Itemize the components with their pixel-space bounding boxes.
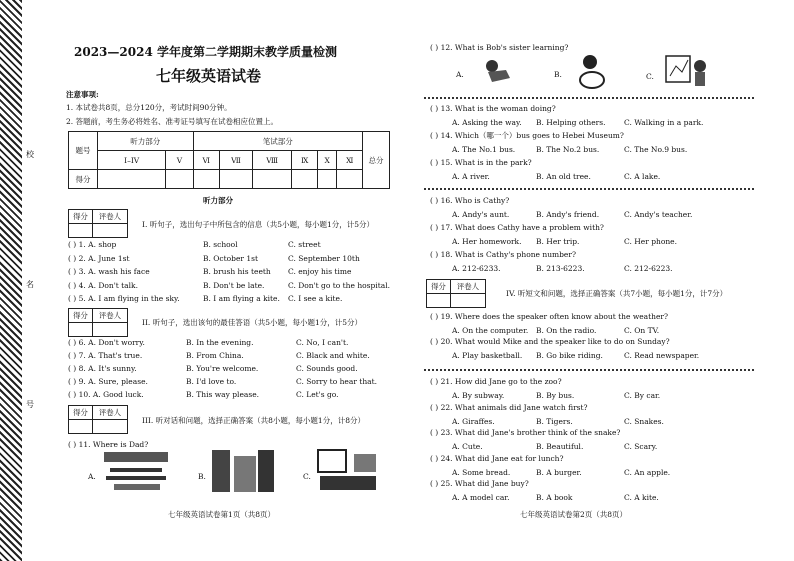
grader-label: 评卷人 xyxy=(92,210,127,224)
question-text: ( ) 19. Where does the speaker often know about the weather? xyxy=(430,312,669,321)
answer-option[interactable]: B. Tigers. xyxy=(536,416,573,426)
answer-option[interactable]: C. Her phone. xyxy=(624,237,677,246)
answer-option[interactable]: C. Sounds good. xyxy=(296,364,358,373)
grader-label: 评卷人 xyxy=(92,309,127,323)
answer-option[interactable]: B. October 1st xyxy=(203,253,259,263)
answer-option[interactable]: C. A lake. xyxy=(624,172,661,181)
score-col: I–IV xyxy=(98,151,166,170)
answer-option[interactable]: B. Her trip. xyxy=(536,237,580,246)
answer-option[interactable]: B. In the evening. xyxy=(186,338,254,347)
question-text: ( ) 15. What is in the park? xyxy=(430,158,532,167)
answer-option[interactable]: A. Play basketball. xyxy=(452,351,523,360)
answer-option[interactable]: C. Walking in a park. xyxy=(624,118,704,127)
answer-option[interactable]: C. On TV. xyxy=(624,326,660,335)
option-label: B. xyxy=(554,70,562,79)
question-text: ( ) 2. A. June 1st xyxy=(68,253,130,263)
note-item: 2. 答题前，考生务必将姓名、准考证号填写在试卷相应位置上。 xyxy=(66,117,279,126)
question-text: ( ) 25. What did Jane buy? xyxy=(430,479,529,488)
answer-option[interactable]: B. 213-6223. xyxy=(536,264,585,273)
answer-option[interactable]: C. Black and white. xyxy=(296,351,370,360)
answer-option[interactable]: B. By bus. xyxy=(536,391,575,400)
question-11: ( ) 11. Where is Dad? xyxy=(68,440,149,449)
answer-option[interactable]: C. A kite. xyxy=(624,493,659,502)
score-cell[interactable] xyxy=(317,170,337,189)
score-cell[interactable] xyxy=(219,170,252,189)
score-col: Ⅵ xyxy=(193,151,219,170)
score-cell[interactable] xyxy=(337,170,363,189)
exam-title: 2023—2024 学年度第二学期期末教学质量检测 xyxy=(74,45,337,59)
grader-box xyxy=(68,209,128,238)
grader-score-label: 得分 xyxy=(427,280,451,294)
answer-option[interactable]: C. 212-6223. xyxy=(624,264,673,273)
score-table xyxy=(68,131,390,189)
answer-option[interactable]: C. Snakes. xyxy=(624,416,664,426)
question-text: ( ) 13. What is the woman doing? xyxy=(430,104,556,113)
score-col: Ⅸ xyxy=(292,151,317,170)
score-cell[interactable] xyxy=(252,170,292,189)
question-text: ( ) 21. How did Jane go to the zoo? xyxy=(430,377,562,386)
question-text: ( ) 17. What does Cathy have a problem with? xyxy=(430,223,604,232)
note-item: 1. 本试卷共8页，总分120分，考试时间90分钟。 xyxy=(66,103,232,112)
grader-cell[interactable] xyxy=(92,323,127,337)
option-label: A. xyxy=(88,472,96,481)
answer-option[interactable]: B. You're welcome. xyxy=(186,364,259,373)
grader-score-label: 得分 xyxy=(69,309,93,323)
answer-option[interactable]: B. Helping others. xyxy=(536,118,606,127)
answer-option[interactable]: A. Asking the way. xyxy=(452,118,522,127)
grader-score-label: 得分 xyxy=(69,406,93,420)
page-footer: 七年级英语试卷第2页（共8页） xyxy=(520,510,628,519)
answer-option[interactable]: C. Let's go. xyxy=(296,390,339,399)
girl-with-guitar-picture xyxy=(572,52,612,92)
section3-instruction: III. 听对话和问题，选择正确答案（共8小题，每小题1分，计8分） xyxy=(142,416,365,425)
binding-label: 名 xyxy=(26,280,34,289)
grader-box xyxy=(68,308,128,337)
answer-option[interactable]: A. 212-6233. xyxy=(452,264,501,273)
option-label: A. xyxy=(456,70,464,79)
binding-strip xyxy=(0,0,22,561)
answer-option[interactable]: B. On the radio. xyxy=(536,326,597,335)
question-text: ( ) 3. A. wash his face xyxy=(68,267,150,276)
option-label: C. xyxy=(303,472,311,481)
answer-option[interactable]: B. A book xyxy=(536,493,573,502)
question-text: ( ) 8. A. It's sunny. xyxy=(68,364,137,373)
question-text: ( ) 7. A. That's true. xyxy=(68,351,143,360)
living-room-picture xyxy=(314,448,382,494)
exam-subtitle: 七年级英语试卷 xyxy=(156,67,262,85)
answer-option[interactable]: C. Don't go to the hospital. xyxy=(288,280,391,290)
answer-option[interactable]: B. An old tree. xyxy=(536,172,591,181)
grader-label: 评卷人 xyxy=(450,280,485,294)
binding-label: 校 xyxy=(26,150,34,159)
question-text: ( ) 4. A. Don't talk. xyxy=(68,280,138,290)
score-col: Ⅷ xyxy=(252,151,292,170)
grader-cell[interactable] xyxy=(69,323,93,337)
answer-option[interactable]: C. The No.9 bus. xyxy=(624,145,688,154)
score-cell[interactable] xyxy=(193,170,219,189)
library-picture xyxy=(100,448,172,494)
answer-option[interactable]: A. Andy's aunt. xyxy=(452,210,510,219)
section2-instruction: II. 听句子，选出该句的最佳答语（共5小题，每小题1分，计5分） xyxy=(142,318,363,327)
answer-option[interactable]: B. Beautiful. xyxy=(536,442,584,451)
score-cell[interactable] xyxy=(98,170,166,189)
score-col: V xyxy=(166,151,193,170)
answer-option[interactable]: A. On the computer. xyxy=(452,326,529,335)
skating-girl-picture xyxy=(480,56,516,88)
answer-option[interactable]: B. A burger. xyxy=(536,467,582,477)
answer-option[interactable]: A. By subway. xyxy=(452,391,505,400)
answer-option[interactable]: B. Andy's friend. xyxy=(536,210,600,219)
question-text: ( ) 1. A. shop xyxy=(68,240,117,249)
score-cell[interactable] xyxy=(166,170,193,189)
divider xyxy=(424,188,754,190)
grader-cell[interactable] xyxy=(450,294,485,308)
answer-option[interactable]: C. An apple. xyxy=(624,467,671,477)
score-row-label: 得分 xyxy=(69,170,98,189)
page-footer: 七年级英语试卷第1页（共8页） xyxy=(168,510,276,519)
divider xyxy=(424,97,754,99)
girl-at-easel-picture xyxy=(662,52,712,90)
grader-cell[interactable] xyxy=(69,420,93,434)
option-label: B. xyxy=(198,472,206,481)
answer-option[interactable]: B. Go bike riding. xyxy=(536,351,603,360)
bookstore-picture xyxy=(210,448,276,494)
score-cell[interactable] xyxy=(292,170,317,189)
answer-option[interactable]: A. Some bread. xyxy=(452,467,511,477)
question-text: ( ) 22. What animals did Jane watch first? xyxy=(430,402,588,412)
answer-option[interactable]: B. The No.2 bus. xyxy=(536,145,600,154)
answer-option[interactable]: B. This way please. xyxy=(186,390,260,399)
question-text: ( ) 18. What is Cathy's phone number? xyxy=(430,250,576,259)
answer-option[interactable]: A. The No.1 bus. xyxy=(452,145,516,154)
grader-score-label: 得分 xyxy=(69,210,93,224)
score-table-listening: 听力部分 xyxy=(98,132,194,151)
answer-option[interactable]: B. I'd love to. xyxy=(186,377,237,386)
question-text: ( ) 5. A. I am flying in the sky. xyxy=(68,294,180,303)
notes-heading: 注意事项: xyxy=(66,90,99,99)
answer-option[interactable]: B. brush his teeth xyxy=(203,267,271,276)
question-text: ( ) 9. A. Sure, please. xyxy=(68,377,148,386)
grader-label: 评卷人 xyxy=(92,406,127,420)
question-text: ( ) 14. Which（哪一个）bus goes to Hebei Museum? xyxy=(430,131,624,140)
answer-option[interactable]: B. From China. xyxy=(186,351,244,360)
section4-instruction: IV. 听短文和问题，选择正确答案（共7小题，每小题1分，计7分） xyxy=(506,289,728,298)
score-col: Ⅺ xyxy=(337,151,363,170)
score-col: X xyxy=(317,151,337,170)
answer-option[interactable]: A. Her homework. xyxy=(452,237,522,246)
answer-option[interactable]: B. I am flying a kite. xyxy=(203,294,280,303)
answer-option[interactable]: B. Don't be late. xyxy=(203,280,265,290)
grader-box xyxy=(426,279,486,308)
question-text: ( ) 24. What did Jane eat for lunch? xyxy=(430,453,564,463)
answer-option[interactable]: C. By car. xyxy=(624,391,661,400)
question-text: ( ) 16. Who is Cathy? xyxy=(430,196,510,205)
question-12: ( ) 12. What is Bob's sister learning? xyxy=(430,43,569,52)
score-table-total: 总分 xyxy=(363,132,390,189)
score-col: Ⅶ xyxy=(219,151,252,170)
answer-option[interactable]: A. A model car. xyxy=(452,493,510,502)
binding-label: 号 xyxy=(26,400,34,409)
answer-option[interactable]: A. A river. xyxy=(452,172,490,181)
answer-option[interactable]: C. enjoy his time xyxy=(288,267,352,276)
score-table-written: 笔试部分 xyxy=(193,132,362,151)
section1-instruction: I. 听句子，选出句子中所包含的信息（共5小题，每小题1分，计5分） xyxy=(142,220,375,229)
grader-cell[interactable] xyxy=(427,294,451,308)
listening-heading: 听力部分 xyxy=(203,196,233,205)
question-text: ( ) 23. What did Jane's brother think of the snake? xyxy=(430,428,621,437)
grader-cell[interactable] xyxy=(92,224,127,238)
option-label: C. xyxy=(646,72,654,81)
answer-option[interactable]: C. No, I can't. xyxy=(296,338,349,347)
divider xyxy=(424,369,754,371)
question-text: ( ) 6. A. Don't worry. xyxy=(68,338,145,347)
answer-option[interactable]: C. Read newspaper. xyxy=(624,351,700,360)
answer-option[interactable]: A. Cute. xyxy=(452,442,483,451)
answer-option[interactable]: B. school xyxy=(203,240,238,249)
answer-option[interactable]: C. September 10th xyxy=(288,253,360,263)
score-table-label: 题号 xyxy=(69,132,98,170)
answer-option[interactable]: A. Giraffes. xyxy=(452,416,495,426)
answer-option[interactable]: C. Sorry to hear that. xyxy=(296,377,378,386)
answer-option[interactable]: C. Andy's teacher. xyxy=(624,210,693,219)
answer-option[interactable]: C. Scary. xyxy=(624,442,658,451)
answer-option[interactable]: C. I see a kite. xyxy=(288,294,343,303)
grader-cell[interactable] xyxy=(92,420,127,434)
question-text: ( ) 10. A. Good luck. xyxy=(68,390,144,399)
grader-cell[interactable] xyxy=(69,224,93,238)
question-text: ( ) 20. What would Mike and the speaker like to do on Sunday? xyxy=(430,337,670,346)
answer-option[interactable]: C. street xyxy=(288,240,321,249)
grader-box xyxy=(68,405,128,434)
